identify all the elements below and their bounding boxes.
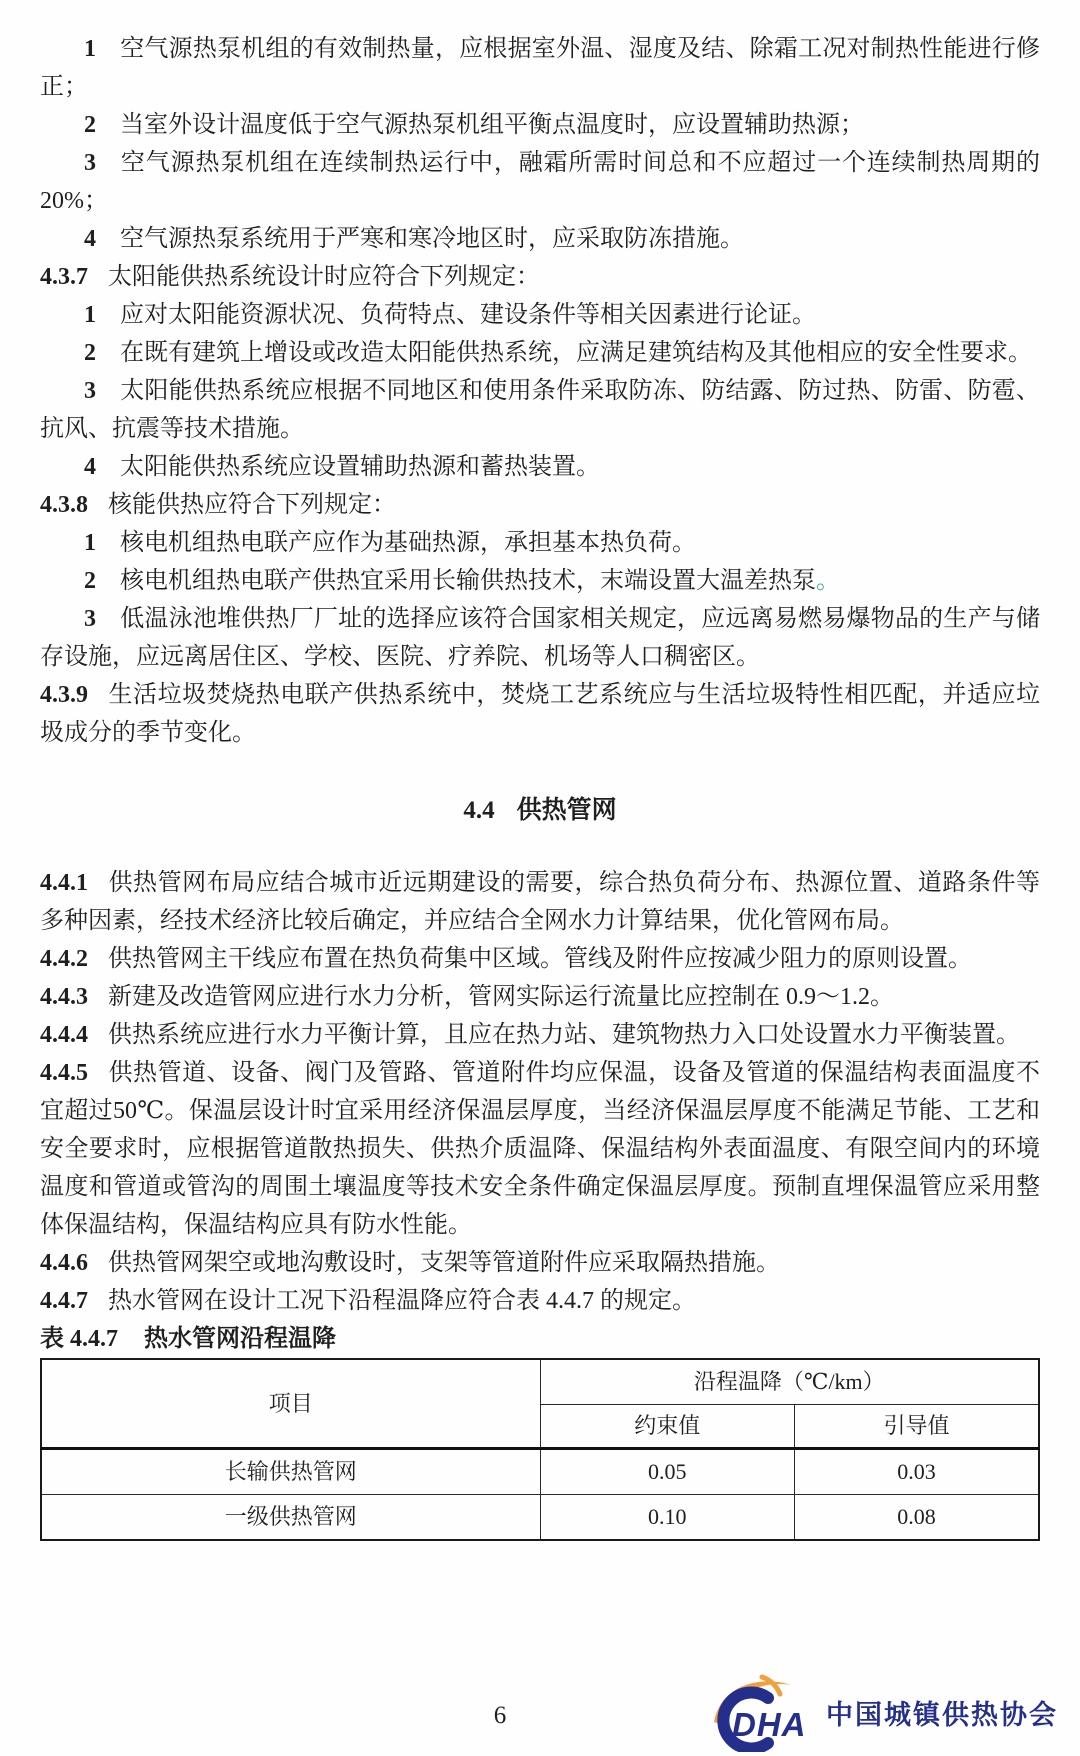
logo-acronym-text: DHA <box>732 1706 807 1743</box>
table-caption <box>40 1320 1040 1358</box>
list-item <box>40 524 1040 562</box>
header-guide: 引导值 <box>794 1405 1039 1449</box>
clause-text: 太阳能供热系统设计时应符合下列规定： <box>108 264 540 290</box>
clause-text: 新建及改造管网应进行水力分析，管网实际运行流量比应控制在 0.9～1.2。 <box>108 984 894 1010</box>
clause-text: 供热管网主干线应布置在热负荷集中区域。管线及附件应按减少阻力的原则设置。 <box>108 946 972 972</box>
header-group: 沿程温降（℃/km） <box>540 1359 1039 1405</box>
table-header-row-1 <box>41 1359 1039 1405</box>
clause-number: 4.4.2 <box>40 946 88 972</box>
cell-item: 长输供热管网 <box>41 1449 540 1495</box>
clause-paragraph <box>40 864 1040 940</box>
cell-item: 一级供热管网 <box>41 1495 540 1541</box>
item-number: 3 <box>84 378 96 404</box>
item-number: 2 <box>84 340 96 366</box>
item-text: 应对太阳能资源状况、负荷特点、建设条件等相关因素进行论证。 <box>120 302 816 328</box>
item-number: 1 <box>84 36 96 62</box>
item-number: 4 <box>84 454 96 480</box>
clause-paragraph <box>40 1244 1040 1282</box>
cdha-logo <box>700 1672 1058 1752</box>
clause-text: 供热系统应进行水力平衡计算，且应在热力站、建筑物热力入口处设置水力平衡装置。 <box>108 1022 1020 1048</box>
header-constraint: 约束值 <box>540 1405 794 1449</box>
clause-paragraph <box>40 258 1040 296</box>
item-number: 2 <box>84 112 96 138</box>
clause-paragraph <box>40 1054 1040 1244</box>
list-item <box>40 600 1040 676</box>
document-body <box>40 0 1040 1541</box>
table-caption-number: 表 4.4.7 <box>40 1326 118 1352</box>
clause-text: 热水管网在设计工况下沿程温降应符合表 4.4.7 的规定。 <box>108 1288 696 1314</box>
cdha-logo-icon <box>700 1672 818 1752</box>
list-item <box>40 562 1040 600</box>
clause-number: 4.4.4 <box>40 1022 88 1048</box>
list-item <box>40 296 1040 334</box>
item-text: 空气源热泵系统用于严寒和寒冷地区时，应采取防冻措施。 <box>120 226 744 252</box>
cell-constraint: 0.10 <box>540 1495 794 1541</box>
clause-number: 4.3.9 <box>40 682 88 708</box>
list-item <box>40 106 1040 144</box>
list-item <box>40 30 1040 106</box>
clause-paragraph <box>40 978 1040 1016</box>
clause-paragraph <box>40 1016 1040 1054</box>
section-title: 供热管网 <box>516 797 617 824</box>
table-caption-title: 热水管网沿程温降 <box>144 1326 336 1352</box>
item-text: 空气源热泵机组在连续制热运行中，融霜所需时间总和不应超过一个连续制热周期的 20%； <box>40 150 1040 214</box>
clause-text: 核能供热应符合下列规定： <box>108 492 396 518</box>
clause-number: 4.4.1 <box>40 870 88 896</box>
cell-constraint: 0.05 <box>540 1449 794 1495</box>
item-text: 当室外设计温度低于空气源热泵机组平衡点温度时，应设置辅助热源； <box>120 112 864 138</box>
list-item <box>40 448 1040 486</box>
item-text: 低温泳池堆供热厂厂址的选择应该符合国家相关规定，应远离易燃易爆物品的生产与储存设施，应远离居住区、学校、医院、疗养院、机场等人口稠密区。 <box>40 606 1040 670</box>
clause-paragraph <box>40 676 1040 752</box>
clause-number: 4.3.7 <box>40 264 88 290</box>
item-text: 在既有建筑上增设或改造太阳能供热系统，应满足建筑结构及其他相应的安全性要求。 <box>120 340 1032 366</box>
item-text: 太阳能供热系统应根据不同地区和使用条件采取防冻、防结露、防过热、防雷、防雹、抗风、抗震等技术措施。 <box>40 378 1040 442</box>
table-row <box>41 1449 1039 1495</box>
item-text: 空气源热泵机组的有效制热量，应根据室外温、湿度及结、除霜工况对制热性能进行修正； <box>40 36 1040 100</box>
item-number: 3 <box>84 606 96 632</box>
cell-guide: 0.08 <box>794 1495 1039 1541</box>
clause-number: 4.4.7 <box>40 1288 88 1314</box>
item-number: 2 <box>84 568 96 594</box>
clause-number: 4.3.8 <box>40 492 88 518</box>
list-item <box>40 334 1040 372</box>
green-period: 。 <box>816 568 840 594</box>
temperature-drop-table <box>40 1358 1040 1541</box>
item-number: 3 <box>84 150 96 176</box>
page-number: 6 <box>493 1702 507 1729</box>
item-text: 核电机组热电联产供热宜采用长输供热技术，末端设置大温差热泵 <box>120 568 816 594</box>
list-item <box>40 372 1040 448</box>
clause-paragraph <box>40 486 1040 524</box>
item-number: 1 <box>84 530 96 556</box>
section-heading <box>40 792 1040 830</box>
clause-paragraph <box>40 1282 1040 1320</box>
clause-text: 生活垃圾焚烧热电联产供热系统中，焚烧工艺系统应与生活垃圾特性相匹配，并适应垃圾成分的季节变化。 <box>40 682 1040 746</box>
clause-text: 供热管道、设备、阀门及管路、管道附件均应保温，设备及管道的保温结构表面温度不宜超过50℃。保温层设计时宜采用经济保温层厚度，当经济保温层厚度不能满足节能、工艺和安全要求时，应根据管道散热损失、供热介质温降、保温结构外表面温度、有限空间内的环境温度和管道或管沟的周围土壤温度等技术安全条件确定保温层厚度。预制直埋保温管应采用整体保温结构，保温结构应具有防水性能。 <box>40 1060 1040 1238</box>
clause-text: 供热管网布局应结合城市近远期建设的需要，综合热负荷分布、热源位置、道路条件等多种因素，经技术经济比较后确定，并应结合全网水力计算结果，优化管网布局。 <box>40 870 1040 934</box>
clause-text: 供热管网架空或地沟敷设时，支架等管道附件应采取隔热措施。 <box>108 1250 780 1276</box>
table-row <box>41 1495 1039 1541</box>
header-item: 项目 <box>41 1359 540 1449</box>
cell-guide: 0.03 <box>794 1449 1039 1495</box>
clause-number: 4.4.6 <box>40 1250 88 1276</box>
item-text: 太阳能供热系统应设置辅助热源和蓄热装置。 <box>120 454 600 480</box>
list-item <box>40 144 1040 220</box>
clause-number: 4.4.3 <box>40 984 88 1010</box>
item-text: 核电机组热电联产应作为基础热源，承担基本热负荷。 <box>120 530 696 556</box>
item-number: 4 <box>84 226 96 252</box>
clause-number: 4.4.5 <box>40 1060 88 1086</box>
item-number: 1 <box>84 302 96 328</box>
clause-paragraph <box>40 940 1040 978</box>
logo-org-name: 中国城镇供热协会 <box>826 1699 1058 1730</box>
section-number: 4.4 <box>463 797 495 824</box>
list-item <box>40 220 1040 258</box>
